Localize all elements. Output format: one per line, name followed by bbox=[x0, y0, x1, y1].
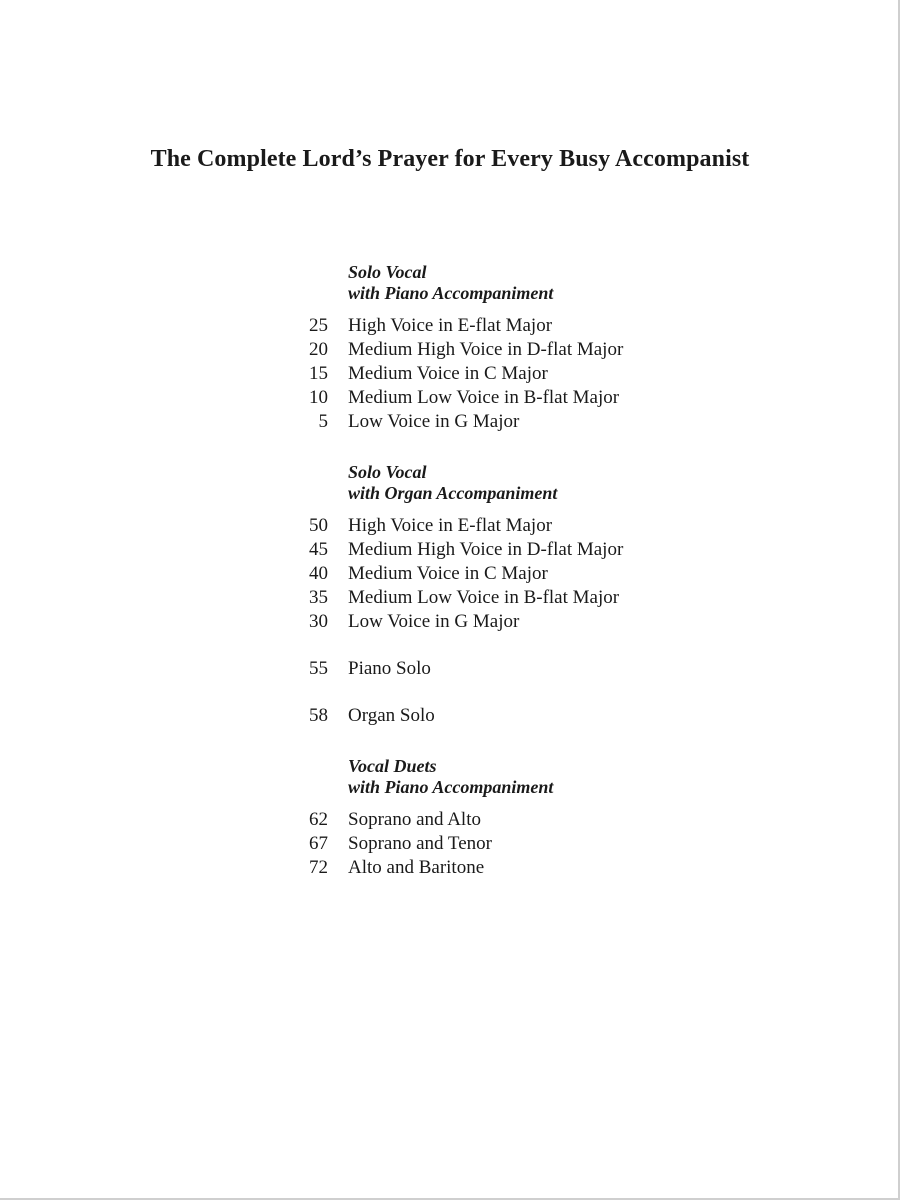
toc-entry bbox=[298, 586, 718, 610]
section-heading-line1: Vocal Duets bbox=[348, 756, 437, 776]
entry-label: Organ Solo bbox=[348, 705, 435, 726]
page-number: 40 bbox=[309, 563, 328, 584]
entry-label: Medium Low Voice in B-flat Major bbox=[348, 387, 620, 408]
toc-entry bbox=[298, 386, 718, 410]
entry-label: Soprano and Tenor bbox=[348, 833, 492, 854]
page-number: 72 bbox=[309, 857, 328, 878]
toc-entry-organ-solo bbox=[298, 704, 718, 728]
section-heading-line2: with Organ Accompaniment bbox=[348, 483, 558, 503]
entry-label: Low Voice in G Major bbox=[348, 411, 520, 432]
page-number: 10 bbox=[309, 387, 328, 408]
page-title: The Complete Lord’s Prayer for Every Busy Accompanist bbox=[150, 146, 750, 172]
entry-label: Low Voice in G Major bbox=[348, 611, 520, 632]
toc-entry bbox=[298, 314, 718, 338]
section-heading-line2: with Piano Accompaniment bbox=[348, 283, 554, 303]
section-heading bbox=[298, 462, 718, 504]
toc-entry bbox=[298, 514, 718, 538]
toc-entry bbox=[298, 362, 718, 386]
section-spacer bbox=[298, 728, 718, 756]
section-spacer bbox=[298, 634, 718, 657]
section-organ-solo-vocal bbox=[298, 462, 718, 634]
entry-label: Soprano and Alto bbox=[348, 809, 481, 830]
toc-entry bbox=[298, 562, 718, 586]
section-heading-line1: Solo Vocal bbox=[348, 262, 427, 282]
page-number: 35 bbox=[309, 587, 328, 608]
page-number: 45 bbox=[309, 539, 328, 560]
table-of-contents bbox=[298, 262, 718, 880]
section-piano-solo-vocal bbox=[298, 262, 718, 434]
toc-entry bbox=[298, 338, 718, 362]
toc-entry bbox=[298, 410, 718, 434]
page-number: 67 bbox=[309, 833, 328, 854]
entry-label: Medium High Voice in D-flat Major bbox=[348, 339, 624, 360]
entry-label: Medium Low Voice in B-flat Major bbox=[348, 587, 620, 608]
entry-label: Alto and Baritone bbox=[348, 857, 485, 878]
toc-entry bbox=[298, 856, 718, 880]
page-number: 55 bbox=[309, 658, 328, 679]
section-spacer bbox=[298, 681, 718, 704]
entry-label: Medium Voice in C Major bbox=[348, 363, 548, 384]
entry-label: Medium Voice in C Major bbox=[348, 563, 548, 584]
entry-label: Medium High Voice in D-flat Major bbox=[348, 539, 624, 560]
section-heading-line2: with Piano Accompaniment bbox=[348, 777, 554, 797]
section-heading-line1: Solo Vocal bbox=[348, 462, 427, 482]
page-number: 50 bbox=[309, 515, 328, 536]
page-number: 58 bbox=[309, 705, 328, 726]
section-heading bbox=[298, 262, 718, 304]
page-number: 62 bbox=[309, 809, 328, 830]
page-number: 15 bbox=[309, 363, 328, 384]
entry-label: High Voice in E-flat Major bbox=[348, 515, 553, 536]
section-heading bbox=[298, 756, 718, 798]
toc-entry bbox=[298, 832, 718, 856]
section-vocal-duets bbox=[298, 756, 718, 880]
page-number: 25 bbox=[309, 315, 328, 336]
toc-entry bbox=[298, 808, 718, 832]
entry-label: Piano Solo bbox=[348, 658, 431, 679]
toc-entry bbox=[298, 538, 718, 562]
section-spacer bbox=[298, 434, 718, 462]
entry-label: High Voice in E-flat Major bbox=[348, 315, 553, 336]
page-number: 30 bbox=[309, 611, 328, 632]
page-number: 5 bbox=[318, 411, 328, 432]
toc-entry-piano-solo bbox=[298, 657, 718, 681]
toc-entry bbox=[298, 610, 718, 634]
page-number: 20 bbox=[309, 339, 328, 360]
